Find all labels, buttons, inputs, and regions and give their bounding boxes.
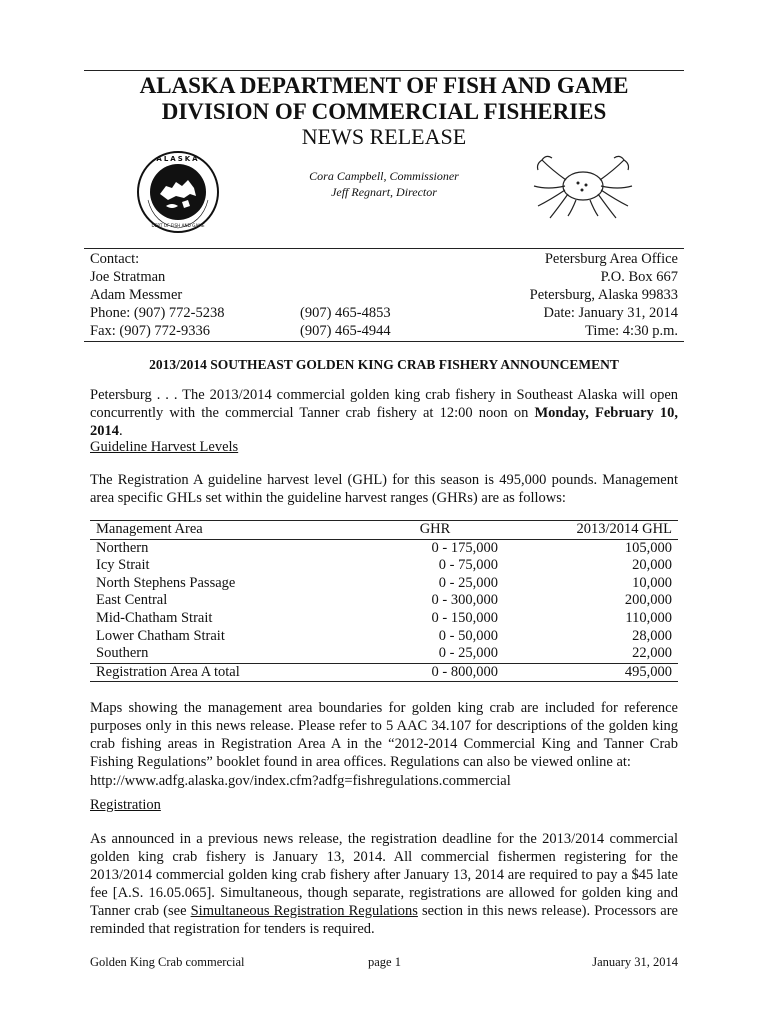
table-row: Icy Strait 0 - 75,000 20,000 xyxy=(96,557,672,574)
maps-paragraph: Maps showing the management area boundaries for golden king crab are included for reference purposes only in this news release. Please refer to 5 AAC 34.107 for descriptions of the golden king crab fishing areas in Registration Area A in the “2012-2014 Commercial King and Tanner Crab Fishing Regulations” booklet found in area offices. Regulations can also be viewed online at: xyxy=(90,700,678,770)
ghl-paragraph: The Registration A guideline harvest level (GHL) for this season is 495,000 pounds. Management area specific GHLs set within the guideline harvest ranges (GHRs) are as follows: xyxy=(90,472,678,506)
table-header-row xyxy=(90,521,678,540)
contact-name-1: Joe Stratman xyxy=(90,269,166,285)
column-header-ghl: 2013/2014 GHL xyxy=(528,521,678,540)
adfg-seal-logo xyxy=(136,150,220,234)
top-rule xyxy=(84,70,684,71)
footer-left: Golden King Crab commercial xyxy=(90,955,245,969)
table-row: Northern 0 - 175,000 105,000 xyxy=(96,539,672,556)
table-row: Southern 0 - 25,000 22,000 xyxy=(96,645,672,662)
contact-phone: Phone: (907) 772-5238 xyxy=(90,305,225,321)
ghl-table xyxy=(90,520,678,682)
office-po-box: P.O. Box 667 xyxy=(600,269,678,285)
intro-paragraph: Petersburg . . . The 2013/2014 commercial golden king crab fishery in Southeast Alaska will open concurrently with the commercial Tanner crab fishery at 12:00 noon on Monday, February 10, 2014. xyxy=(90,387,678,439)
director-name: Jeff Regnart, Director xyxy=(331,185,437,199)
svg-text:ALASKA: ALASKA xyxy=(156,155,200,163)
column-header-ghr: GHR xyxy=(342,521,528,540)
crab-illustration xyxy=(528,150,638,222)
contact-phone-alt: (907) 465-4853 xyxy=(300,305,391,321)
contact-middle-column xyxy=(300,250,391,340)
contact-label: Contact: xyxy=(90,251,140,267)
ghl-heading: Guideline Harvest Levels xyxy=(90,439,239,455)
contact-top-rule xyxy=(84,248,684,249)
registration-heading: Registration xyxy=(90,797,161,813)
table-row: Mid-Chatham Strait 0 - 150,000 110,000 xyxy=(96,609,672,626)
registration-paragraph: As announced in a previous news release, the registration deadline for the 2013/2014 commercial golden king crab fishery is January 13, 2014. All commercial fishermen registering for the 2013/2014 commercial golden king crab fishery after January 13, 2014 are required to pay a $45 late fee [A.S. 16.05.065]. Simultaneous, though separate, registrations are allowed for golden king and Tanner crab (see Simultaneous Registration Regulations section in this news release). Processors are reminded that registration for tenders is required. xyxy=(90,831,678,937)
agency-title: ALASKA DEPARTMENT OF FISH AND GAME xyxy=(139,73,629,98)
page-number: page 1 xyxy=(368,955,401,969)
footer-date: January 31, 2014 xyxy=(592,955,678,969)
column-header-area: Management Area xyxy=(90,521,342,540)
table-row: Lower Chatham Strait 0 - 50,000 28,000 xyxy=(96,627,672,644)
release-date: Date: January 31, 2014 xyxy=(543,305,678,321)
table-row: East Central 0 - 300,000 200,000 xyxy=(96,592,672,609)
contact-bottom-rule xyxy=(84,341,684,342)
regulations-url[interactable]: http://www.adfg.alaska.gov/index.cfm?adfg=fishregulations.commercial xyxy=(90,773,511,789)
division-title: DIVISION OF COMMERCIAL FISHERIES xyxy=(161,99,607,124)
contact-right-column xyxy=(448,250,678,340)
svg-text:DEPT OF FISH AND GAME: DEPT OF FISH AND GAME xyxy=(151,223,205,228)
commissioner-name: Cora Campbell, Commissioner xyxy=(309,169,459,183)
office-city: Petersburg, Alaska 99833 xyxy=(529,287,678,303)
contact-fax: Fax: (907) 772-9336 xyxy=(90,323,211,339)
contact-fax-alt: (907) 465-4944 xyxy=(300,323,391,339)
office-name: Petersburg Area Office xyxy=(544,251,678,267)
simultaneous-registration-link[interactable]: Simultaneous Registration Regulations xyxy=(190,903,418,919)
table-row: North Stephens Passage 0 - 25,000 10,000 xyxy=(96,574,672,591)
contact-left-column xyxy=(90,250,225,340)
contact-name-2: Adam Messmer xyxy=(90,287,183,303)
release-time: Time: 4:30 p.m. xyxy=(585,323,678,339)
news-release-label: NEWS RELEASE xyxy=(301,124,467,149)
announcement-title: 2013/2014 SOUTHEAST GOLDEN KING CRAB FISHERY ANNOUNCEMENT xyxy=(149,357,619,372)
table-total-row: Registration Area A total 0 - 800,000 495,000 xyxy=(90,663,678,682)
opening-date: Monday, February 10, 2014 xyxy=(90,405,678,439)
